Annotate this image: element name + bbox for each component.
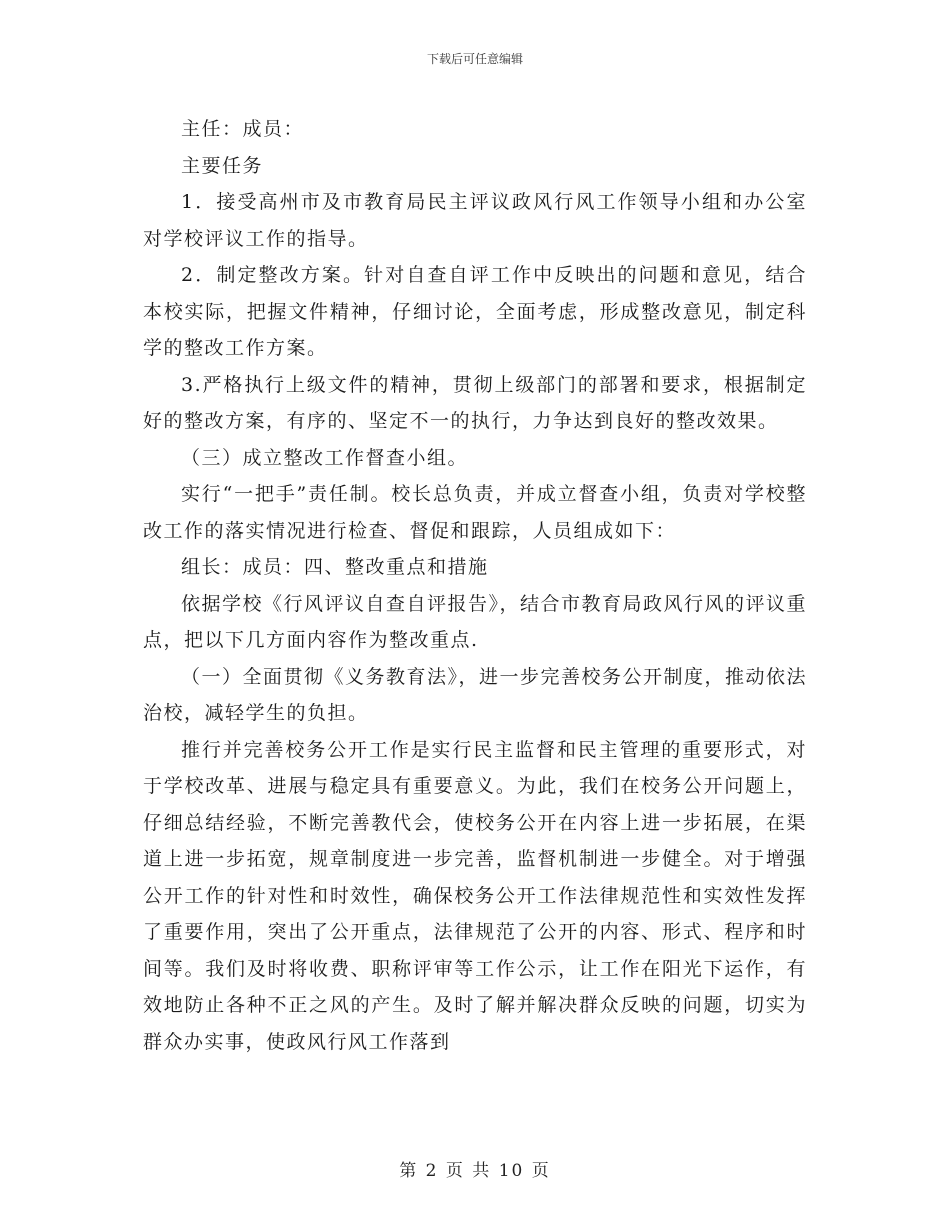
paragraph: 实行“一把手”责任制。校长总负责，并成立督查小组，负责对学校整改工作的落实情况进行检查、督促和跟踪，人员组成如下： — [143, 483, 807, 542]
paragraph: 推行并完善校务公开工作是实行民主监督和民主管理的重要形式，对于学校改革、进展与稳定具有重要意义。为此，我们在校务公开问题上，仔细总结经验，不断完善教代会，使校务公开在内容上进一步拓展，在渠道上进一步拓宽，规章制度进一步完善，监督机制进一步健全。对于增强公开工作的针对性和时效性，确保校务公开工作法律规范性和实效性发挥了重要作用，突出了公开重点，法律规范了公开的内容、形式、程序和时间等。我们及时将收费、职称评审等工作公示，让工作在阳光下运作，有效地防止各种不正之风的产生。及时了解并解决群众反映的问题，切实为群众办实事，使政风行风工作落到 — [143, 738, 807, 1053]
paragraph: 主要任务 — [181, 154, 264, 177]
document-body — [143, 111, 807, 1060]
paragraph: 1．接受高州市及市教育局民主评议政风行风工作领导小组和办公室对学校评议工作的指导。 — [143, 191, 807, 250]
page-header-note: 下载后可任意编辑 — [426, 52, 523, 66]
paragraph: 3.严格执行上级文件的精神，贯彻上级部门的部署和要求，根据制定好的整改方案，有序的、坚定不一的执行，力争达到良好的整改效果。 — [143, 373, 807, 432]
paragraph: （一）全面贯彻《义务教育法》，进一步完善校务公开制度，推动依法治校，减轻学生的负担。 — [143, 665, 808, 724]
page-number: 第 2 页 共 10 页 — [399, 1161, 551, 1181]
paragraph: 2．制定整改方案。针对自查自评工作中反映出的问题和意见，结合本校实际，把握文件精神，仔细讨论，全面考虑，形成整改意见，制定科学的整改工作方案。 — [143, 264, 807, 359]
paragraph: 依据学校《行风评议自查自评报告》，结合市教育局政风行风的评议重点，把以下几方面内容作为整改重点. — [143, 592, 808, 651]
paragraph: （三）成立整改工作督查小组。 — [181, 446, 469, 469]
paragraph: 组长：成员：四、整改重点和措施 — [181, 556, 489, 578]
paragraph: 主任：成员： — [181, 118, 305, 140]
